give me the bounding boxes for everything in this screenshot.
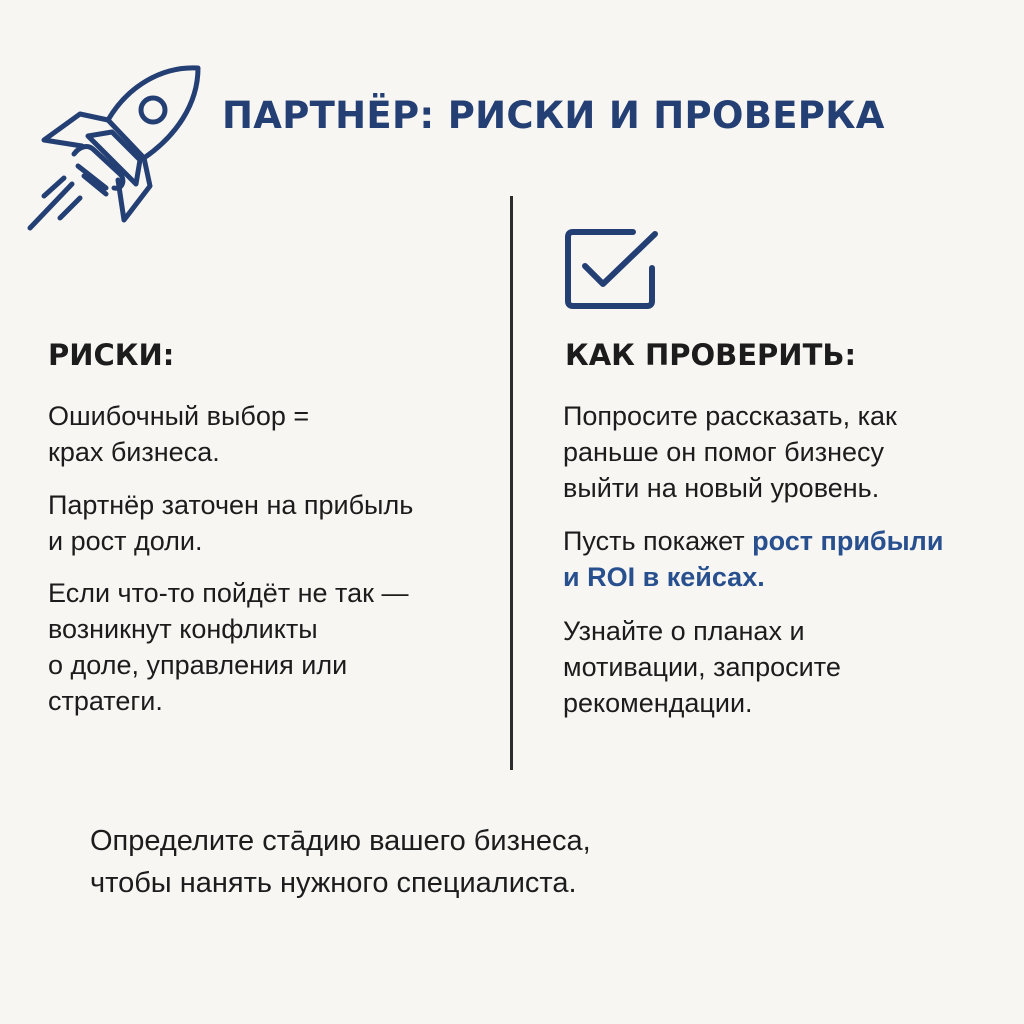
rocket-handshake-icon [22, 62, 202, 232]
checkbox-check-icon [563, 226, 661, 310]
check-item-highlighted [563, 523, 943, 595]
risk-item: Партнёр заточен на прибыль и рост доли. [48, 490, 414, 556]
how-to-check-heading: КАК ПРОВЕРИТЬ: [565, 338, 857, 372]
risk-item: Если что-то пойдёт не так — возникнут конфликты о доле, управления или стратеги. [48, 578, 409, 716]
highlight-profit-growth: рост прибыли [752, 526, 944, 556]
check-item: Попросите рассказать, как раньше он помог бизнесу выйти на новый уровень. [563, 401, 897, 503]
risk-item: Ошибочный выбор = крах бизнеса. [48, 401, 310, 467]
check-item: Узнайте о планах и мотивации, запросите рекомендации. [563, 616, 841, 718]
footer-note: Определите стāдию вашего бизнеса, чтобы нанять нужного специалиста. [90, 825, 591, 899]
risks-heading: РИСКИ: [48, 338, 175, 372]
highlight-roi-cases: и ROI в кейсах. [563, 562, 765, 592]
page-title: ПАРТНЁР: РИСКИ И ПРОВЕРКА [222, 94, 885, 137]
column-divider [510, 196, 513, 770]
check-item-prefix: Пусть покажет [563, 526, 753, 556]
